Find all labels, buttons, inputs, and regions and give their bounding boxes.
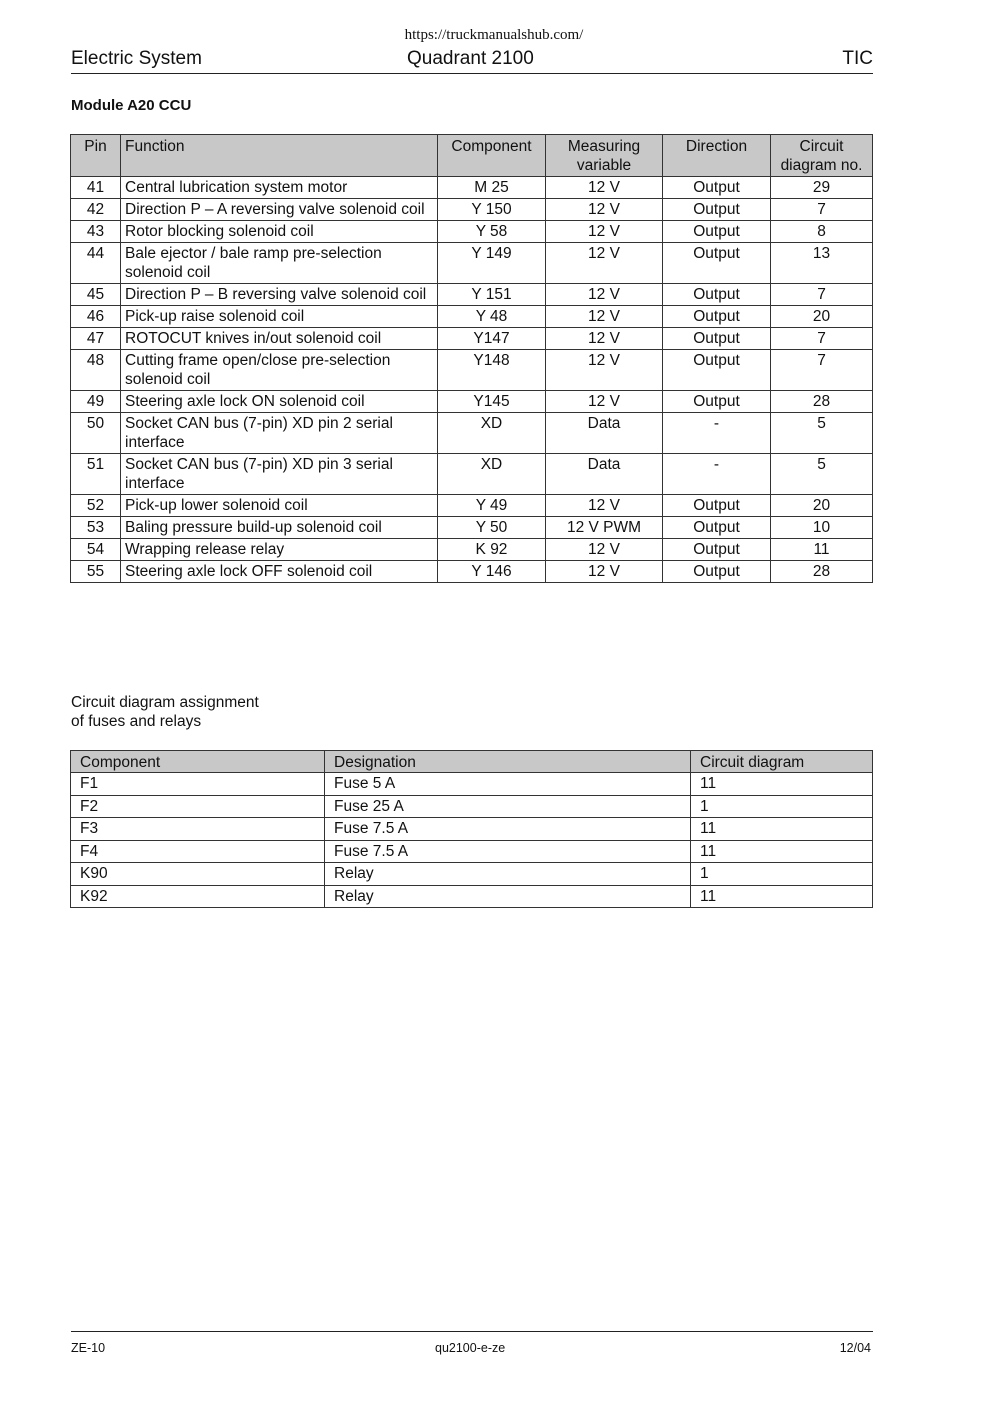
cell-direction: Output bbox=[663, 221, 771, 243]
cell-component: Y 149 bbox=[438, 243, 546, 284]
cell-circuit-diagram: 10 bbox=[771, 517, 873, 539]
header-model-name: Quadrant 2100 bbox=[407, 48, 534, 69]
cell-pin: 47 bbox=[71, 328, 121, 350]
cell-function: Socket CAN bus (7-pin) XD pin 2 serial interface bbox=[121, 413, 438, 454]
cell-function: Steering axle lock ON solenoid coil bbox=[121, 391, 438, 413]
table-row bbox=[71, 773, 873, 796]
table-row bbox=[71, 517, 873, 539]
cell-designation: Fuse 5 A bbox=[325, 773, 691, 796]
fuse-section-title bbox=[71, 693, 259, 731]
cell-direction: Output bbox=[663, 539, 771, 561]
cell-component: XD bbox=[438, 413, 546, 454]
cell-pin: 52 bbox=[71, 495, 121, 517]
cell-component: Y145 bbox=[438, 391, 546, 413]
cell-circuit-diagram: 28 bbox=[771, 561, 873, 583]
cell-pin: 53 bbox=[71, 517, 121, 539]
cell-function: Pick-up raise solenoid coil bbox=[121, 306, 438, 328]
cell-measuring-variable: 12 V bbox=[546, 539, 663, 561]
cell-function: Central lubrication system motor bbox=[121, 177, 438, 199]
table-row bbox=[71, 863, 873, 886]
cell-measuring-variable: 12 V bbox=[546, 350, 663, 391]
column-header-circuit-diagram: Circuit diagram no. bbox=[771, 135, 873, 177]
cell-component: F4 bbox=[71, 840, 325, 863]
cell-component: K 92 bbox=[438, 539, 546, 561]
cell-component: Y 48 bbox=[438, 306, 546, 328]
cell-direction: Output bbox=[663, 561, 771, 583]
column-header-measuring-variable: Measuring variable bbox=[546, 135, 663, 177]
column-header-pin: Pin bbox=[71, 135, 121, 177]
table-row bbox=[71, 561, 873, 583]
table-row bbox=[71, 199, 873, 221]
cell-component: M 25 bbox=[438, 177, 546, 199]
cell-component: K92 bbox=[71, 885, 325, 908]
column-header-direction: Direction bbox=[663, 135, 771, 177]
cell-component: Y 150 bbox=[438, 199, 546, 221]
cell-component: Y 151 bbox=[438, 284, 546, 306]
cell-circuit-diagram: 28 bbox=[771, 391, 873, 413]
cell-measuring-variable: 12 V bbox=[546, 328, 663, 350]
pin-assignment-table bbox=[70, 134, 873, 583]
cell-function: Socket CAN bus (7-pin) XD pin 3 serial interface bbox=[121, 454, 438, 495]
cell-pin: 54 bbox=[71, 539, 121, 561]
cell-direction: Output bbox=[663, 517, 771, 539]
cell-designation: Fuse 25 A bbox=[325, 795, 691, 818]
cell-function: Rotor blocking solenoid coil bbox=[121, 221, 438, 243]
cell-circuit-diagram: 5 bbox=[771, 413, 873, 454]
cell-direction: Output bbox=[663, 243, 771, 284]
cell-pin: 42 bbox=[71, 199, 121, 221]
table-row bbox=[71, 177, 873, 199]
cell-measuring-variable: Data bbox=[546, 413, 663, 454]
cell-circuit-diagram: 29 bbox=[771, 177, 873, 199]
column-header-component: Component bbox=[438, 135, 546, 177]
cell-component: Y 146 bbox=[438, 561, 546, 583]
cell-component: F2 bbox=[71, 795, 325, 818]
cell-circuit-diagram: 1 bbox=[691, 795, 873, 818]
table-row bbox=[71, 328, 873, 350]
footer-page-number: ZE-10 bbox=[71, 1341, 106, 1355]
cell-component: F3 bbox=[71, 818, 325, 841]
cell-measuring-variable: 12 V bbox=[546, 199, 663, 221]
cell-circuit-diagram: 8 bbox=[771, 221, 873, 243]
cell-component: Y147 bbox=[438, 328, 546, 350]
cell-direction: Output bbox=[663, 328, 771, 350]
cell-pin: 44 bbox=[71, 243, 121, 284]
column-header-component: Component bbox=[71, 751, 325, 773]
table-header-row bbox=[71, 135, 873, 177]
cell-circuit-diagram: 7 bbox=[771, 284, 873, 306]
cell-pin: 43 bbox=[71, 221, 121, 243]
cell-component: XD bbox=[438, 454, 546, 495]
table-row bbox=[71, 306, 873, 328]
footer-date: 12/04 bbox=[839, 1341, 871, 1355]
table-row bbox=[71, 413, 873, 454]
cell-measuring-variable: 12 V bbox=[546, 306, 663, 328]
table-row bbox=[71, 284, 873, 306]
table-row bbox=[71, 495, 873, 517]
column-header-circuit-diagram: Circuit diagram bbox=[691, 751, 873, 773]
cell-circuit-diagram: 20 bbox=[771, 306, 873, 328]
cell-measuring-variable: 12 V bbox=[546, 284, 663, 306]
cell-measuring-variable: 12 V bbox=[546, 243, 663, 284]
cell-component: K90 bbox=[71, 863, 325, 886]
module-title: Module A20 CCU bbox=[71, 97, 192, 114]
cell-measuring-variable: 12 V bbox=[546, 561, 663, 583]
cell-circuit-diagram: 7 bbox=[771, 350, 873, 391]
table-row bbox=[71, 539, 873, 561]
table-row bbox=[71, 840, 873, 863]
page-header bbox=[71, 47, 873, 74]
cell-component: F1 bbox=[71, 773, 325, 796]
cell-circuit-diagram: 13 bbox=[771, 243, 873, 284]
cell-direction: Output bbox=[663, 306, 771, 328]
cell-measuring-variable: 12 V bbox=[546, 177, 663, 199]
cell-function: Bale ejector / bale ramp pre-selection solenoid coil bbox=[121, 243, 438, 284]
cell-direction: Output bbox=[663, 177, 771, 199]
cell-component: Y 58 bbox=[438, 221, 546, 243]
cell-function: Baling pressure build-up solenoid coil bbox=[121, 517, 438, 539]
cell-function: Pick-up lower solenoid coil bbox=[121, 495, 438, 517]
cell-pin: 49 bbox=[71, 391, 121, 413]
cell-designation: Fuse 7.5 A bbox=[325, 818, 691, 841]
cell-pin: 51 bbox=[71, 454, 121, 495]
cell-function: Wrapping release relay bbox=[121, 539, 438, 561]
page-footer bbox=[71, 1331, 873, 1355]
cell-measuring-variable: 12 V bbox=[546, 221, 663, 243]
cell-component: Y 49 bbox=[438, 495, 546, 517]
cell-circuit-diagram: 11 bbox=[771, 539, 873, 561]
cell-designation: Fuse 7.5 A bbox=[325, 840, 691, 863]
cell-pin: 48 bbox=[71, 350, 121, 391]
cell-circuit-diagram: 11 bbox=[691, 840, 873, 863]
table-row bbox=[71, 885, 873, 908]
cell-circuit-diagram: 11 bbox=[691, 818, 873, 841]
table-row bbox=[71, 818, 873, 841]
cell-function: Direction P – A reversing valve solenoid coil bbox=[121, 199, 438, 221]
cell-direction: Output bbox=[663, 495, 771, 517]
fuse-section-title-line2: of fuses and relays bbox=[71, 713, 202, 730]
cell-designation: Relay bbox=[325, 863, 691, 886]
table-row bbox=[71, 391, 873, 413]
cell-component: Y148 bbox=[438, 350, 546, 391]
cell-pin: 41 bbox=[71, 177, 121, 199]
cell-direction: - bbox=[663, 413, 771, 454]
cell-circuit-diagram: 11 bbox=[691, 773, 873, 796]
cell-measuring-variable: Data bbox=[546, 454, 663, 495]
cell-circuit-diagram: 11 bbox=[691, 885, 873, 908]
cell-pin: 50 bbox=[71, 413, 121, 454]
cell-pin: 55 bbox=[71, 561, 121, 583]
cell-measuring-variable: 12 V bbox=[546, 495, 663, 517]
footer-doc-id: qu2100-e-ze bbox=[435, 1341, 506, 1355]
cell-circuit-diagram: 5 bbox=[771, 454, 873, 495]
table-row bbox=[71, 243, 873, 284]
cell-function: ROTOCUT knives in/out solenoid coil bbox=[121, 328, 438, 350]
cell-direction: Output bbox=[663, 391, 771, 413]
cell-designation: Relay bbox=[325, 885, 691, 908]
table-row bbox=[71, 350, 873, 391]
table-row bbox=[71, 454, 873, 495]
column-header-designation: Designation bbox=[325, 751, 691, 773]
cell-function: Direction P – B reversing valve solenoid coil bbox=[121, 284, 438, 306]
cell-function: Steering axle lock OFF solenoid coil bbox=[121, 561, 438, 583]
cell-circuit-diagram: 7 bbox=[771, 199, 873, 221]
column-header-function: Function bbox=[121, 135, 438, 177]
cell-direction: Output bbox=[663, 284, 771, 306]
cell-circuit-diagram: 1 bbox=[691, 863, 873, 886]
cell-direction: Output bbox=[663, 350, 771, 391]
cell-direction: - bbox=[663, 454, 771, 495]
header-doc-code: TIC bbox=[842, 48, 873, 69]
cell-direction: Output bbox=[663, 199, 771, 221]
table-header-row bbox=[71, 751, 873, 773]
source-url: https://truckmanualshub.com/ bbox=[404, 27, 584, 43]
table-row bbox=[71, 795, 873, 818]
cell-component: Y 50 bbox=[438, 517, 546, 539]
table-row bbox=[71, 221, 873, 243]
cell-circuit-diagram: 20 bbox=[771, 495, 873, 517]
cell-circuit-diagram: 7 bbox=[771, 328, 873, 350]
cell-function: Cutting frame open/close pre-selection solenoid coil bbox=[121, 350, 438, 391]
cell-measuring-variable: 12 V bbox=[546, 391, 663, 413]
header-section-title: Electric System bbox=[71, 48, 202, 69]
cell-pin: 46 bbox=[71, 306, 121, 328]
fuse-section-title-line1: Circuit diagram assignment bbox=[71, 694, 259, 711]
fuse-relay-table bbox=[70, 750, 873, 908]
cell-pin: 45 bbox=[71, 284, 121, 306]
cell-measuring-variable: 12 V PWM bbox=[546, 517, 663, 539]
